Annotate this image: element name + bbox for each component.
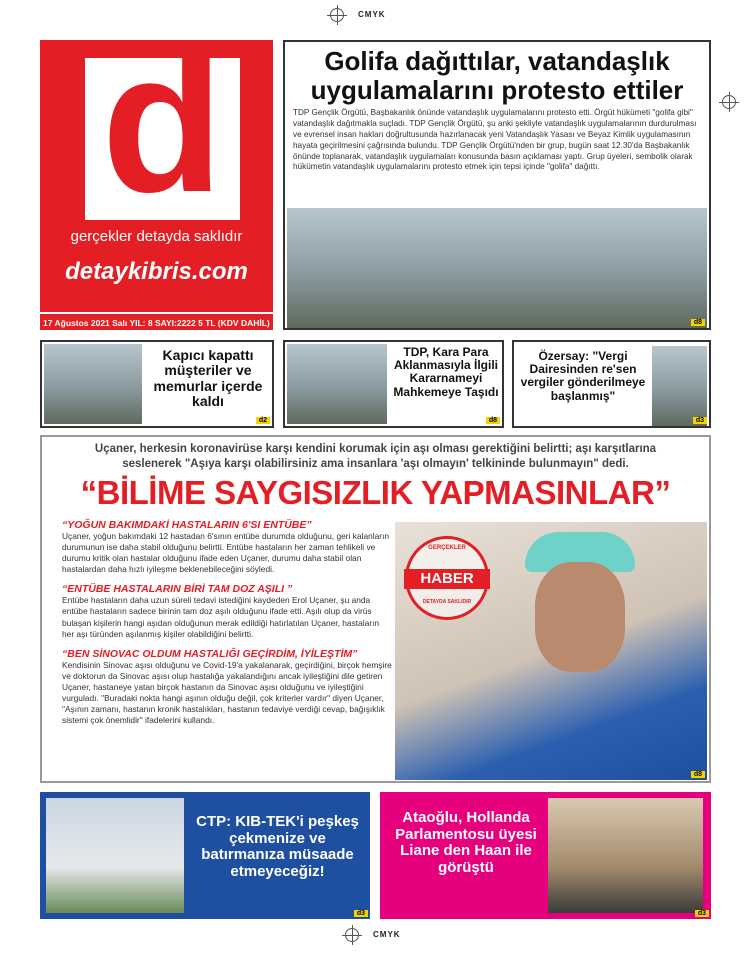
feature-headline: “BİLİME SAYGISIZLIK YAPMASINLAR”: [80, 473, 671, 511]
website[interactable]: detaykibris.com: [65, 258, 248, 285]
bottom-headline: CTP: KIB-TEK'i peşkeş çekmenize ve batırmanıza müsaade etmeyeceğiz!: [196, 813, 359, 880]
section-text: Entübe hastaların daha uzun süreli tedavi istediğini kaydeden Erol Uçaner, şu anda entübe hastaların sadece birinin tam doz aşılı olduğunu ifade etti. Aşılı olup da virüs bulaşan kişilerin hangi aşıdan olduğunun merak edildiği hatırlatılan Uçaner, hastaların her aşı türünden aşılanmış kişiler olabildiğini belirtti.: [62, 595, 380, 639]
stamp-main: HABER: [404, 569, 490, 589]
bottom-photo: [46, 798, 184, 913]
bottom-story-1[interactable]: [40, 792, 370, 919]
page-ref: d8: [486, 417, 500, 424]
teaser-photo: [287, 344, 387, 424]
lead-body: TDP Gençlik Örgütü, Başbakanlık önünde vatandaşlık uygulamalarını protesto etti. Örgüt hükümeti "golifa gibi" vatandaşlık dağıtmakla suçladı. TDP Gençlik Örgütü, şu anki şekliyle vatandaşlık uygulamalarının durdurulması ve evrensel insan hakları doğrultusunda hazırlanacak yeni Vatandaşlık Yasası ve Beyaz Kimlik uygulamasının hayata geçirilmesini çağrısında bulundu. TDP Gençlik Örgütü'nden bir grup, bugün saat 12.30'da Başbakanlık önünde toplanarak, vatandaşlık uygulamaları konusunda basın açıklaması yaptı. Grup üyeleri, sembolik olarak hükümetin vatandaşlık uygulamalarını protesto etmek için tepsi içinde "golifa" dağıttı.: [293, 108, 697, 172]
feature-story[interactable]: [40, 435, 711, 783]
section-text: Uçaner, yoğun bakımdaki 12 hastadan 6'sının entübe durumda olduğunu, geri kalanların durumunun ise daha stabil olduğunu belirtti. Entübe hastaların her zaman tehlikeli ve durumu kritik olan hastalar olduğunu ifade eden Uçaner, durumu daha stabil olan hastalardan daha hızlı iyileşme beklenebileceğini söyledi.: [62, 531, 390, 575]
page-ref: d3: [354, 910, 368, 917]
haber-stamp: [405, 536, 489, 620]
teaser-headline: TDP, Kara Para Aklanmasıyla İlgili Kararnameyi Mahkemeye Taşıdı: [393, 345, 499, 399]
stamp-top: GERÇEKLER: [428, 545, 466, 551]
section-text: Kendisinin Sinovac aşısı olduğunu ve Covid-19'a yakalanarak, geçirdiğini, birçok hemşire ve doktorun da Sinovac aşısı olup hastalığa yakalandığını ancak iyileştiğini dile getiren Uçaner, hastaneye yatan birçok hastanın da Sinovac aşısı olduğunu ve iyileştiğini vurguladı. "Buradaki nokta hangi aşının olduğu değil, çok kriterler vardır" diyen Uçaner, "Aşının zamanı, hastanın kronik hastalıkları, hastanın tedaviye verdiği cevap, bağışıklık sistemi çok önemlidir" ifadelerini kullandı.: [62, 659, 392, 726]
dateline: 17 Ağustos 2021 Salı YIL: 8 SAYI:2222 5 TL (KDV DAHİL): [40, 312, 273, 330]
cmyk-label: CMYK: [358, 10, 386, 19]
feature-photo: [395, 522, 707, 780]
teaser-photo: [652, 346, 707, 426]
page-ref: d8: [691, 771, 705, 778]
section-title: “BEN SİNOVAC OLDUM HASTALIĞI GEÇİRDİM, İYİLEŞTİM”: [62, 647, 358, 660]
teaser-headline: Özersay: "Vergi Dairesinden re'sen vergiler gönderilmeye başlanmış": [520, 349, 646, 403]
teaser-1[interactable]: [40, 340, 274, 428]
tagline: gerçekler detayda saklıdır: [70, 228, 243, 245]
crosshair-icon: [345, 928, 359, 942]
stamp-bottom: DETAYDA SAKLIDIR: [422, 599, 472, 605]
feature-intro: Uçaner, herkesin koronavirüse karşı kendini korumak için aşı olması gerektiğini belirtti; aşı karşıtlarına seslenerek "Aşıya karşı olabilirsiniz ama insanlara 'aşı olmayın' telkininde bulunmayın" dedi.: [94, 443, 657, 470]
logo-box: [85, 11, 240, 234]
feature-text-column: [62, 519, 392, 726]
page-ref: d3: [695, 910, 709, 917]
page-ref: d3: [693, 417, 707, 424]
lead-photo: [287, 208, 707, 328]
teaser-2[interactable]: [283, 340, 504, 428]
logo-letter: d: [101, 11, 224, 234]
teaser-3[interactable]: [512, 340, 711, 428]
page-ref: d8: [691, 319, 705, 326]
doctor-face: [535, 562, 625, 672]
bottom-photo: [548, 798, 703, 913]
teaser-headline: Kapıcı kapattı müşteriler ve memurlar içerde kaldı: [153, 347, 263, 410]
crosshair-icon: [330, 8, 344, 22]
section-title: “YOĞUN BAKIMDAKİ HASTALARIN 6'SI ENTÜBE”: [62, 519, 312, 531]
bottom-headline: Ataoğlu, Hollanda Parlamentosu üyesi Liane den Haan ile görüştü: [395, 809, 537, 876]
masthead: [40, 11, 273, 330]
teaser-photo: [44, 344, 142, 424]
lead-headline: Golifa dağıttılar, vatandaşlık uygulamalarını protesto ettiler: [310, 46, 684, 105]
page-ref: d2: [256, 417, 270, 424]
cmyk-label: CMYK: [373, 930, 401, 939]
section-title: “ENTÜBE HASTALARIN BİRİ TAM DOZ AŞILI ”: [62, 583, 293, 596]
lead-story[interactable]: [283, 40, 711, 330]
crosshair-icon: [722, 95, 736, 109]
bottom-story-2[interactable]: [380, 792, 711, 919]
